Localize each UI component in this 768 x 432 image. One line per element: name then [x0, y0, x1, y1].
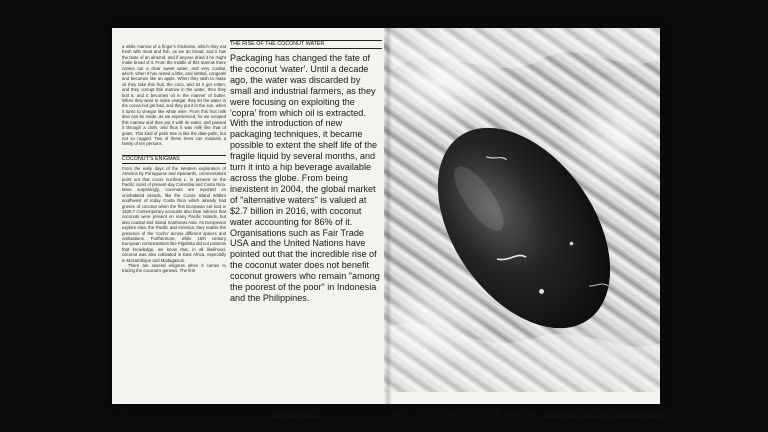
left-column-paragraph: a while marrow of a finger's thickness, which they eat fresh with meat and fish, as we do bread, and it has the taste of an almond, and if anyone dried it he might make bread of it. From the middle of this marrow there comes out a clear sweet water, and very cordial, which, when it has rested a little, and settled, congeals and becomes like an apple. When they wish to make oil they take this fruit, the coco, and let it get rotten, and they corrupt this marrow in the water, then they boil it, and it becomes oil in the manner of butter. When they want to make vinegar, they let the water in the cocoa-nut get bad, and they put it in the sun, when it turns to vinegar like white wine. From this fruit milk also can be made, as we experienced, for we scraped this marrow and then put it with its water, and passed it through a cloth, and thus it was milk like that of goats. This kind of palm tree is like the date-palm, but not so rugged. Two of these trees can maintain a family of ten persons. — [122, 44, 226, 147]
footer-letter: D — [122, 410, 130, 421]
page-number: 41 — [394, 409, 406, 420]
footer-region: SOUTH-EASTERN ASIA — [420, 409, 538, 420]
enigmas-paragraph-2: There are several enigmas when it comes to tracing the coconut's genesis. The first — [122, 263, 226, 274]
section-heading-coconut-water: THE RISE OF THE COCONUT WATER — [230, 40, 382, 49]
coconut-illustration — [384, 28, 660, 392]
left-text-column — [122, 44, 226, 274]
enigmas-paragraph-1: From the early days of the Western exploration of America by Portuguese and Spaniards, commentators point out that cocos nucifera L. is present on the Pacific coast of present-day Colombia and Costa Rica. More surprisingly, coconuts are reported on uninhabited islands, like the Cocos Island 600km southwest of today Costa Rica which already had groves of coconut when the first European set foot in 1526.7 Contemporary accounts also bear witness that coconuts were present on many Pacific Islands, but also coastal and inland Southeast Asia. As Europeans explore Asia, the Pacific and America, they realise the presence of the 'cocho' across different spaces and civilisations. Furthermore, while 16th century European commentators like Pigafetta did not possess that knowledge, we know that, in all likelihood, coconut was also cultivated in East Africa, especially in Mozambique and Madagascar. — [122, 165, 226, 263]
coconut-water-paragraph: Packaging has changed the fate of the coconut 'water'. Until a decade ago, the water was discarded by small and industrial farmers, as they were focusing on exploiting the 'copra' from which oil is extracted. With the introduction of new packaging techniques, it became possible to extent the shelf life of the fragile liquid by several months, and turn it into a hip beverage available across the globe. From being inexistent in 2004, the global market of "alternative waters" is valued at $2.7 billion in 2016, with coconut water accounting for 86% of it. Organisations such as Fair Trade USA and the United Nations have pointed out that the incredible rise of the coconut water does not benefit coconut growers who remain "among the poorest of the poor" in Indonesia and the Philippines. — [230, 53, 380, 303]
coconut-in-water-photo — [384, 28, 660, 392]
book-gutter — [384, 28, 392, 404]
footer-book-title: WONDERS AND ENIGMAS OF THE MIGRATING COCONUT — [544, 414, 664, 419]
section-heading-enigmas: COCONUT'S ENIGMAS — [122, 155, 226, 164]
footer-author: JUSTINIEN TRIBILLON — [272, 414, 321, 419]
main-text-column — [230, 40, 382, 304]
book-spread — [112, 28, 664, 421]
